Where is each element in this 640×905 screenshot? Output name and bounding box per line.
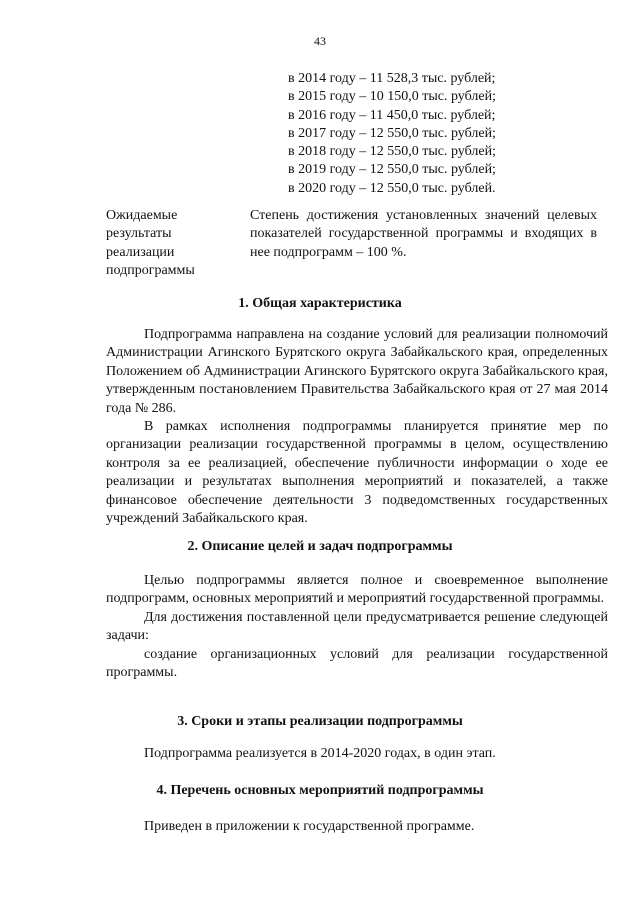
page-number: 43 <box>314 34 326 48</box>
label-line: реализации <box>106 244 175 260</box>
expected-results-value: Степень достижения установленных значений целевых показателей государственной программы и входящих в нее подпрограмм – 100 %. <box>250 208 597 260</box>
funding-line-2015: в 2015 году – 10 150,0 тыс. рублей; <box>288 89 496 105</box>
section-1-heading: 1. Общая характеристика <box>238 296 402 311</box>
section-2-body <box>106 572 608 682</box>
paragraph: Для достижения поставленной цели предусматривается решение следующей задачи: <box>106 609 608 644</box>
section-2-heading: 2. Описание целей и задач подпрограммы <box>187 539 453 554</box>
label-line: подпрограммы <box>106 262 195 278</box>
funding-line-2018: в 2018 году – 12 550,0 тыс. рублей; <box>288 144 496 160</box>
paragraph: Подпрограмма реализуется в 2014-2020 годах, в один этап. <box>144 746 496 761</box>
paragraph: создание организационных условий для реализации государственной программы. <box>106 646 608 681</box>
paragraph: Приведен в приложении к государственной программе. <box>144 819 475 834</box>
paragraph: В рамках исполнения подпрограммы планируется принятие мер по организации реализации государственной программы в целом, осуществлению контроля за ее реализацией, обеспечение публичности информации о ходе ее реализации и результатах выполнения мероприятий и показателей, а также финансовое обеспечение деятельности 3 подведомственных государственных учреждений Забайкальского края. <box>106 419 608 527</box>
funding-line-2016: в 2016 году – 11 450,0 тыс. рублей; <box>288 107 496 123</box>
expected-results-label <box>106 207 216 280</box>
funding-line-2020: в 2020 году – 12 550,0 тыс. рублей. <box>288 180 496 196</box>
paragraph: Подпрограмма направлена на создание условий для реализации полномочий Администрации Агинского Бурятского округа Забайкальского края, определенных Положением об Администрации Агинского Бурятского округа Забайкальского края, утвержденным постановлением Правительства Забайкальского края от 27 мая 2014 года № 286. <box>106 327 608 416</box>
section-3-heading: 3. Сроки и этапы реализации подпрограммы <box>177 714 463 729</box>
label-line: Ожидаемые <box>106 208 178 223</box>
section-4-body <box>106 818 608 836</box>
funding-line-2019: в 2019 году – 12 550,0 тыс. рублей; <box>288 162 496 178</box>
label-line: результаты <box>106 226 172 242</box>
section-4-heading: 4. Перечень основных мероприятий подпрограммы <box>156 783 484 798</box>
funding-line-2017: в 2017 году – 12 550,0 тыс. рублей; <box>288 125 496 141</box>
section-1-body <box>106 326 608 528</box>
funding-line-2014: в 2014 году – 11 528,3 тыс. рублей; <box>288 71 496 86</box>
section-3-body <box>106 745 608 763</box>
funding-list <box>288 70 496 198</box>
paragraph: Целью подпрограммы является полное и своевременное выполнение подпрограмм, основных мероприятий и мероприятий государственной программы. <box>106 573 608 607</box>
